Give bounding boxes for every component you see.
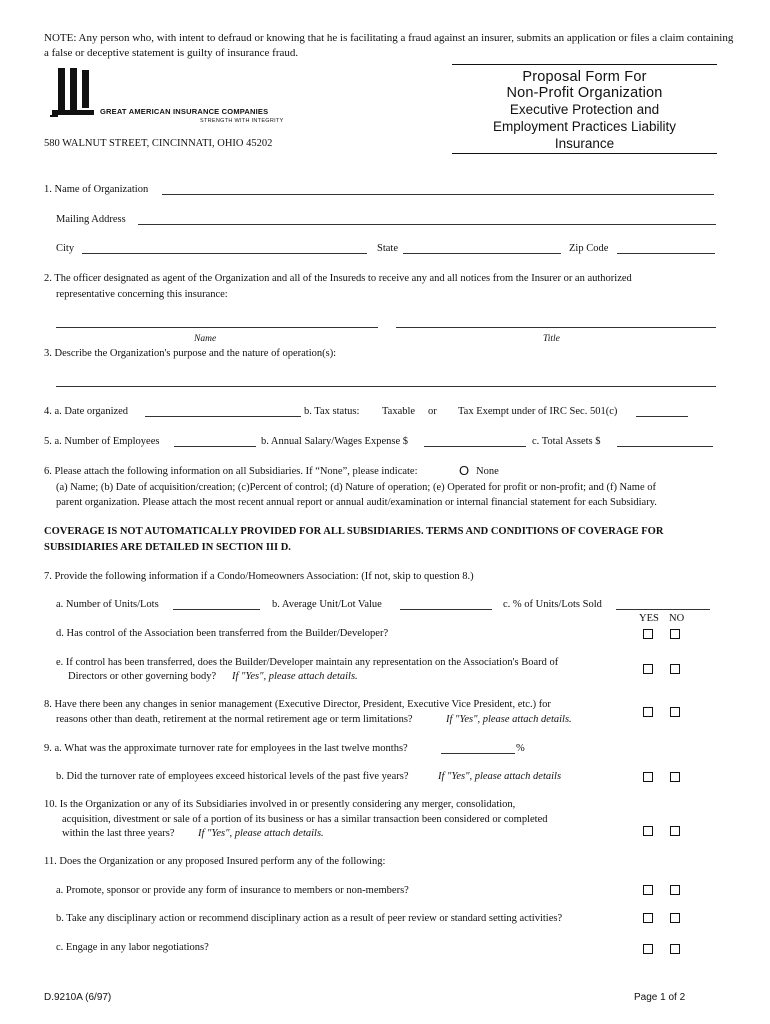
q1-name-label: 1. Name of Organization bbox=[44, 184, 149, 195]
q11-b-yes-checkbox[interactable] bbox=[643, 913, 653, 923]
q11-intro: 11. Does the Organization or any proposed Insured perform any of the following: bbox=[44, 856, 386, 867]
q4-b-label: b. Tax status: bbox=[304, 406, 360, 417]
q7-d-text: d. Has control of the Association been transferred from the Builder/Developer? bbox=[56, 628, 389, 639]
q4-date-field[interactable] bbox=[145, 416, 301, 417]
q7-e-note: If "Yes", please attach details. bbox=[232, 671, 358, 682]
company-tagline: STRENGTH WITH INTEGRITY bbox=[200, 118, 284, 124]
q7-intro: 7. Provide the following information if a Condo/Homeowners Association: (If not, skip to question 8.) bbox=[44, 571, 474, 582]
coverage-notice-line1: COVERAGE IS NOT AUTOMATICALLY PROVIDED FOR ALL SUBSIDIARIES. TERMS AND CONDITIONS OF COVERAGE FOR bbox=[44, 526, 664, 537]
q9-b-note: If "Yes", please attach details bbox=[438, 771, 562, 782]
company-address: 580 WALNUT STREET, CINCINNATI, OHIO 45202 bbox=[44, 138, 273, 149]
q10-text-a: 10. Is the Organization or any of its Subsidiaries involved in or presently considering any merger, consolidation, bbox=[44, 799, 516, 810]
q7-e-no-checkbox[interactable] bbox=[670, 664, 680, 674]
q1-city-label: City bbox=[56, 243, 75, 254]
q11-b-no-checkbox[interactable] bbox=[670, 913, 680, 923]
q9-b-no-checkbox[interactable] bbox=[670, 772, 680, 782]
q2-text-b: representative concerning this insurance: bbox=[56, 289, 228, 300]
q1-mailing-field[interactable] bbox=[138, 224, 716, 225]
q6-none-circle-icon[interactable]: O bbox=[459, 463, 470, 478]
q3-description-field[interactable] bbox=[56, 386, 716, 387]
form-title-block bbox=[452, 64, 717, 154]
q11-a-text: a. Promote, sponsor or provide any form of insurance to members or non-members? bbox=[56, 885, 409, 896]
q4-taxable-option[interactable]: Taxable bbox=[382, 406, 416, 417]
q11-a-yes-checkbox[interactable] bbox=[643, 885, 653, 895]
q11-b-text: b. Take any disciplinary action or recommend disciplinary action as a result of peer review or standard setting activities? bbox=[56, 913, 563, 924]
q10-text-c: within the last three years? bbox=[62, 828, 175, 839]
q8-text-b: reasons other than death, retirement at the normal retirement age or term limitations? bbox=[56, 714, 413, 725]
q6-none-label: None bbox=[476, 466, 499, 477]
q2-name-caption: Name bbox=[194, 334, 217, 344]
q1-name-field[interactable] bbox=[162, 194, 714, 195]
q9-a-label: 9. a. What was the approximate turnover rate for employees in the last twelve months? bbox=[44, 743, 408, 754]
q7-e-text-b: Directors or other governing body? bbox=[68, 671, 217, 682]
q3-text: 3. Describe the Organization's purpose and the nature of operation(s): bbox=[44, 348, 337, 359]
q9-turnover-field[interactable] bbox=[441, 753, 515, 754]
q2-title-field[interactable] bbox=[396, 327, 716, 328]
q4-a-label: 4. a. Date organized bbox=[44, 406, 129, 417]
q7-c-label: c. % of Units/Lots Sold bbox=[503, 599, 602, 610]
q10-yes-checkbox[interactable] bbox=[643, 826, 653, 836]
form-title-line4: Employment Practices Liability bbox=[492, 119, 677, 134]
q2-title-caption: Title bbox=[543, 334, 560, 344]
q1-state-label: State bbox=[377, 243, 398, 254]
q10-text-b: acquisition, divestment or sale of a portion of its business or has a similar transaction been considered or completed bbox=[62, 814, 548, 825]
q2-name-field[interactable] bbox=[56, 327, 378, 328]
q10-note: If "Yes", please attach details. bbox=[198, 828, 324, 839]
q8-text-a: 8. Have there been any changes in senior management (Executive Director, President, Executive Vice President, etc.) for bbox=[44, 699, 551, 710]
fraud-notice: NOTE: Any person who, with intent to defraud or knowing that he is facilitating a fraud against an insurer, submits an application or files a claim containing a false or deceptive statement is guilty of insurance fraud. bbox=[44, 32, 734, 59]
q5-c-label: c. Total Assets $ bbox=[532, 436, 601, 447]
q9-percent-sign: % bbox=[516, 743, 525, 754]
form-title-line3: Executive Protection and bbox=[509, 102, 660, 117]
q7-units-field[interactable] bbox=[173, 609, 260, 610]
q7-value-field[interactable] bbox=[400, 609, 492, 610]
q7-e-yes-checkbox[interactable] bbox=[643, 664, 653, 674]
q4-exempt-field[interactable] bbox=[636, 416, 688, 417]
q6-text-b: (a) Name; (b) Date of acquisition/creation; (c)Percent of control; (d) Nature of operation; (e) Operated for profit or non-profit; and (f) Name of bbox=[56, 482, 657, 493]
q9-b-yes-checkbox[interactable] bbox=[643, 772, 653, 782]
page-number: Page 1 of 2 bbox=[634, 992, 686, 1003]
q6-text-a: 6. Please attach the following information on all Subsidiaries. If “None”, please indicate: bbox=[44, 466, 418, 477]
company-logo-text: GREAT AMERICAN INSURANCE COMPANIES bbox=[100, 107, 269, 116]
q5-salary-field[interactable] bbox=[424, 446, 526, 447]
q7-d-yes-checkbox[interactable] bbox=[643, 629, 653, 639]
q6-text-c: parent organization. Please attach the most recent annual report or annual audit/examination or internal financial statement for each Subsidiary. bbox=[56, 497, 657, 508]
q11-c-text: c. Engage in any labor negotiations? bbox=[56, 942, 209, 953]
form-number: D.9210A (6/97) bbox=[44, 992, 112, 1003]
q8-no-checkbox[interactable] bbox=[670, 707, 680, 717]
q9-b-text: b. Did the turnover rate of employees exceed historical levels of the past five years? bbox=[56, 771, 409, 782]
q5-a-label: 5. a. Number of Employees bbox=[44, 436, 160, 447]
q1-state-field[interactable] bbox=[403, 253, 561, 254]
q1-city-field[interactable] bbox=[82, 253, 367, 254]
q5-assets-field[interactable] bbox=[617, 446, 713, 447]
q1-mailing-label: Mailing Address bbox=[56, 214, 126, 225]
q7-d-no-checkbox[interactable] bbox=[670, 629, 680, 639]
form-title-line2: Non-Profit Organization bbox=[506, 85, 663, 101]
q11-c-yes-checkbox[interactable] bbox=[643, 944, 653, 954]
q2-text-a: 2. The officer designated as agent of the Organization and all of the Insureds to receive any and all notices from the Insurer or an authorized bbox=[44, 273, 632, 284]
q7-sold-field[interactable] bbox=[616, 609, 710, 610]
q1-zip-field[interactable] bbox=[617, 253, 715, 254]
q5-employees-field[interactable] bbox=[174, 446, 256, 447]
q5-b-label: b. Annual Salary/Wages Expense $ bbox=[261, 436, 408, 447]
q10-no-checkbox[interactable] bbox=[670, 826, 680, 836]
coverage-notice-line2: SUBSIDIARIES ARE DETAILED IN SECTION III D. bbox=[44, 542, 291, 553]
q11-c-no-checkbox[interactable] bbox=[670, 944, 680, 954]
yes-column-header: YES bbox=[639, 613, 659, 624]
form-title-line1: Proposal Form For bbox=[522, 69, 647, 85]
q7-b-label: b. Average Unit/Lot Value bbox=[272, 599, 382, 610]
q7-e-text-a: e. If control has been transferred, does the Builder/Developer maintain any representation on the Association's Board of bbox=[56, 657, 559, 668]
q4-or-text: or bbox=[428, 406, 437, 417]
q11-a-no-checkbox[interactable] bbox=[670, 885, 680, 895]
q7-a-label: a. Number of Units/Lots bbox=[56, 599, 159, 610]
q4-exempt-option[interactable]: Tax Exempt under of IRC Sec. 501(c) bbox=[458, 406, 618, 417]
no-column-header: NO bbox=[669, 613, 685, 624]
q1-zip-label: Zip Code bbox=[569, 243, 609, 254]
form-title-line5: Insurance bbox=[554, 136, 615, 151]
q8-note: If "Yes", please attach details. bbox=[446, 714, 572, 725]
q8-yes-checkbox[interactable] bbox=[643, 707, 653, 717]
